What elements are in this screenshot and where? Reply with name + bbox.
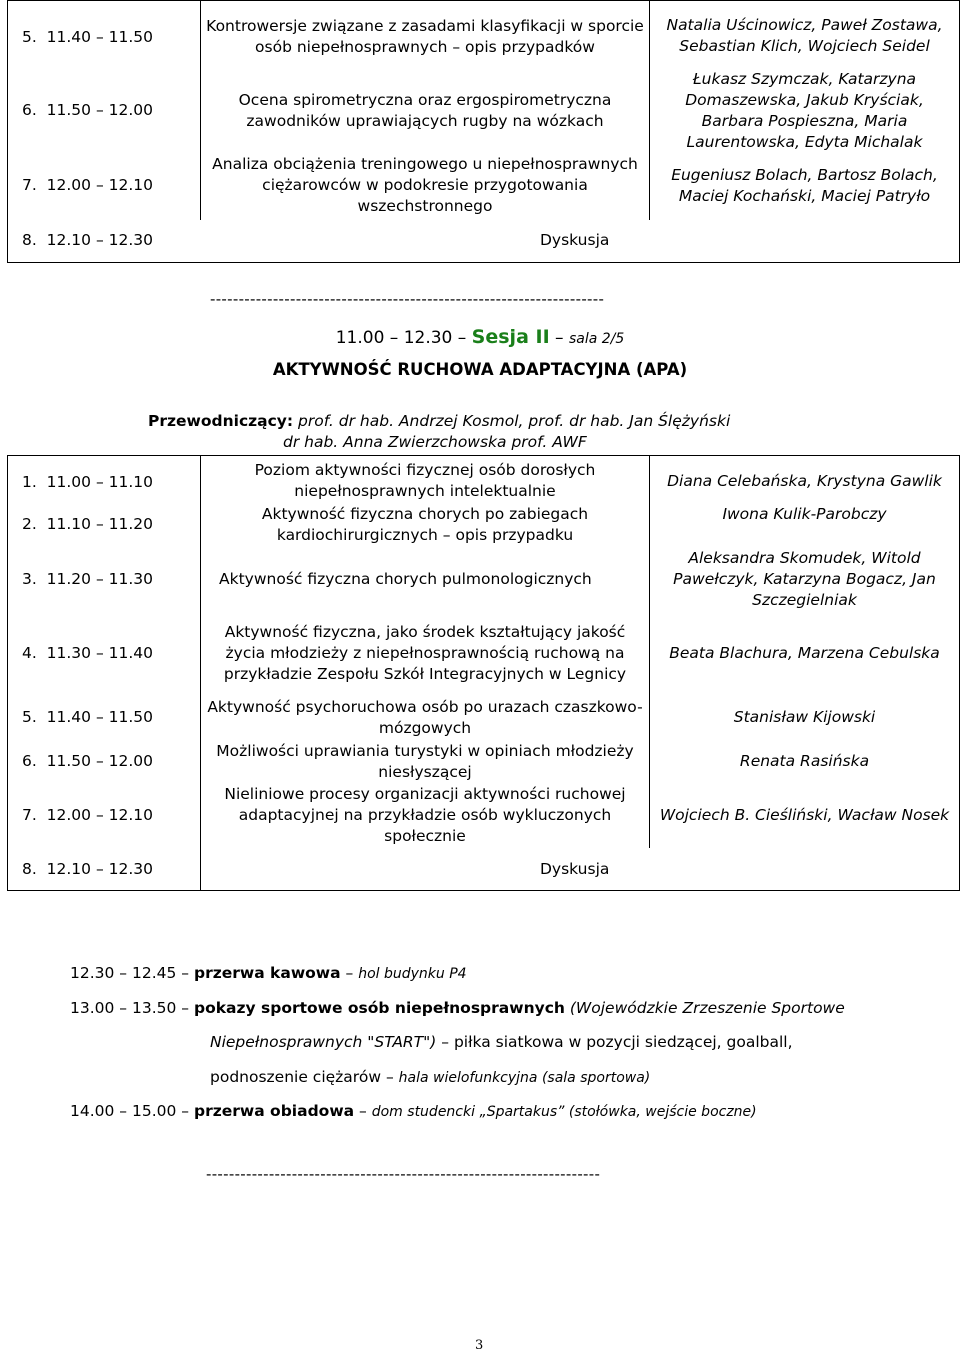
talk-authors: Natalia Uścinowicz, Paweł Zostawa, Sebastian Klich, Wojciech Seidel: [666, 15, 943, 55]
table-row-number: 7. 12.00 – 12.10: [22, 806, 154, 824]
talk-title: Ocena spirometryczna oraz ergospirometryczna zawodników uprawiających rugby na wózkach: [238, 91, 612, 130]
table-row-number: 6. 11.50 – 12.00: [22, 101, 154, 119]
talk-authors: Łukasz Szymczak, Katarzyna Domaszewska, Jakub Kryściak, Barbara Pospieszna, Maria Laurentowska, Edyta Michalak: [685, 70, 924, 151]
separator-top: ---------------------------------------------------------------------: [210, 290, 605, 308]
talk-authors: Diana Celebańska, Krystyna Gawlik: [667, 471, 942, 490]
session-heading: [0, 326, 960, 348]
session-dash: –: [555, 328, 564, 348]
talk-authors: Renata Rasińska: [739, 752, 870, 770]
table-row-number: 7. 12.00 – 12.10: [22, 176, 154, 194]
table-row-number: 8. 12.10 – 12.30: [22, 231, 154, 249]
talk-title: Kontrowersje związane z zasadami klasyfikacji w sporcie osób niepełnosprawnych – opis przypadków: [206, 17, 644, 56]
page-number: 3: [475, 1338, 484, 1353]
chair-label: Przewodniczący:: [148, 412, 294, 430]
table-row-number: 5. 11.40 – 11.50: [22, 708, 154, 726]
table-row-number: 1. 11.00 – 11.10: [22, 473, 154, 491]
sport-show: 13.00 – 13.50 – pokazy sportowe osób niepełnosprawnych (Wojewódzkie Zrzeszenie Sportowe: [70, 999, 845, 1017]
coffee-break: 12.30 – 12.45 – przerwa kawowa – hol budynku P4: [70, 964, 467, 982]
table-row-number: 4. 11.30 – 11.40: [22, 644, 154, 662]
talk-authors: Aleksandra Skomudek, Witold Pawełczyk, Katarzyna Bogacz, Jan Szczegielniak: [673, 549, 936, 609]
talk-title: Aktywność fizyczna chorych po zabiegach kardiochirurgicznych – opis przypadku: [261, 505, 589, 544]
table-row-number: 6. 11.50 – 12.00: [22, 752, 154, 770]
talk-authors: Eugeniusz Bolach, Bartosz Bolach, Maciej Kochański, Maciej Patryło: [671, 165, 938, 205]
session-room: sala 2/5: [568, 331, 625, 347]
talk-title: Analiza obciążenia treningowego u niepełnosprawnych ciężarowców w podokresie przygotowania wszechstronnego: [212, 155, 638, 215]
separator-bottom: ---------------------------------------------------------------------: [206, 1165, 601, 1183]
table-row-number: 2. 11.10 – 11.20: [22, 515, 154, 533]
talk-title: Aktywność fizyczna chorych pulmonologicznych: [219, 570, 592, 588]
session-title: AKTYWNOŚĆ RUCHOWA ADAPTACYJNA (APA): [272, 360, 688, 379]
discussion-label: Dyskusja: [540, 231, 610, 249]
table-row-number: 3. 11.20 – 11.30: [22, 570, 154, 588]
talk-title: Aktywność psychoruchowa osób po urazach czaszkowo-mózgowych: [207, 698, 643, 737]
chair-names-line2: dr hab. Anna Zwierzchowska prof. AWF: [283, 433, 587, 451]
talk-title: Nieliniowe procesy organizacji aktywności ruchowej adaptacyjnej na przykładzie osób wykluczonych społecznie: [224, 785, 626, 845]
chair-names-line1: prof. dr hab. Andrzej Kosmol, prof. dr hab. Jan Ślężyński: [298, 412, 731, 430]
sport-show-line2: Niepełnosprawnych "START") – piłka siatkowa w pozycji siedzącej, goalball,: [210, 1033, 793, 1051]
talk-authors: Stanisław Kijowski: [733, 708, 876, 726]
talk-authors: Wojciech B. Cieśliński, Wacław Nosek: [659, 805, 950, 824]
talk-authors: Iwona Kulik-Parobczy: [722, 505, 887, 523]
talk-title: Poziom aktywności fizycznej osób dorosłych niepełnosprawnych intelektualnie: [254, 461, 596, 500]
session-time: 11.00 – 12.30 –: [335, 328, 467, 348]
talk-title: Aktywność fizyczna, jako środek kształtujący jakość życia młodzieży z niepełnosprawnością ruchową na przykładzie Zespołu Szkół Integracyjnych w Legnicy: [223, 622, 627, 683]
discussion-label: Dyskusja: [540, 860, 610, 878]
table-row-number: 8. 12.10 – 12.30: [22, 860, 154, 878]
talk-authors: Beata Blachura, Marzena Cebulska: [669, 643, 940, 662]
table-row-number: 5. 11.40 – 11.50: [22, 28, 154, 46]
session-name: Sesja II: [471, 326, 550, 348]
session-chairs: [148, 411, 730, 432]
talk-title: Możliwości uprawiania turystyki w opiniach młodzieży niesłyszącej: [216, 742, 634, 781]
lunch-break: 14.00 – 15.00 – przerwa obiadowa – dom studencki „Spartakus” (stołówka, wejście boczne): [70, 1102, 757, 1120]
sport-show-line3: podnoszenie ciężarów – hala wielofunkcyjna (sala sportowa): [210, 1068, 651, 1086]
